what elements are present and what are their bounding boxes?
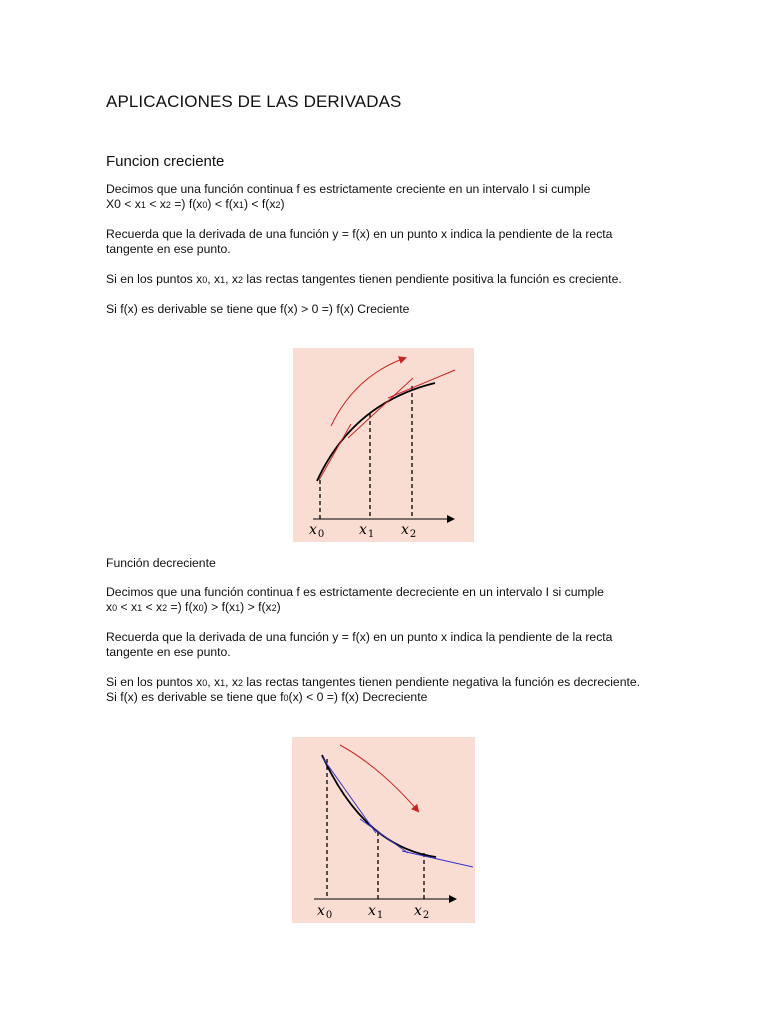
label-x1: $x_1$ (359, 522, 375, 540)
decreasing-definition-line1: Decimos que una función continua f es estrictamente decreciente en un intervalo I si cumple (106, 585, 604, 599)
decreasing-points-line: Si en los puntos x0, x1, x2 las rectas tangentes tienen pendiente negativa la función es decreciente. (106, 675, 641, 689)
tangent-x2 (402, 851, 473, 867)
decreasing-definition-line2: x0 < x1 < x2 =) f(x0) > f(x1) > f(x2) (106, 600, 281, 614)
increasing-function-figure (293, 348, 474, 542)
decreasing-graph (292, 737, 475, 923)
decreasing-function-figure (292, 737, 475, 923)
increasing-definition-line2: X0 < x1 < x2 =) f(x0) < f(x1) < f(x2) (106, 197, 285, 211)
function-curve (317, 383, 435, 481)
decreasing-recall-line2: tangente en ese punto. (106, 645, 231, 659)
section-heading-increasing: Funcion creciente (106, 153, 225, 170)
decreasing-conclusion: Si f(x) es derivable se tiene que f0(x) < 0 =) f(x) Decreciente (106, 690, 428, 704)
label-x0: $x_0$ (309, 522, 325, 540)
function-curve (322, 755, 436, 857)
increasing-points-line: Si en los puntos x0, x1, x2 las rectas tangentes tienen pendiente positiva la función es creciente. (106, 272, 622, 286)
increasing-graph (293, 348, 474, 542)
increasing-conclusion: Si f(x) es derivable se tiene que f(x) > 0 =) f(x) Creciente (106, 302, 410, 316)
label-x1: $x_1$ (368, 903, 384, 921)
tangent-x0 (322, 757, 376, 833)
label-x2: $x_2$ (401, 522, 417, 540)
tangent-x2 (388, 370, 455, 398)
increasing-recall-line1: Recuerda que la derivada de una función y = f(x) en un punto x indica la pendiente de la recta (106, 227, 613, 241)
tangent-x1 (360, 819, 408, 853)
page-title: APLICACIONES DE LAS DERIVADAS (106, 92, 402, 111)
decreasing-recall-line1: Recuerda que la derivada de una función y = f(x) en un punto x indica la pendiente de la recta (106, 630, 613, 644)
increasing-definition-line1: Decimos que una función continua f es estrictamente creciente en un intervalo I si cumple (106, 182, 591, 196)
label-x2: $x_2$ (414, 903, 430, 921)
section-heading-decreasing: Función decreciente (106, 556, 216, 570)
label-x0: $x_0$ (317, 903, 333, 921)
tangent-x0 (319, 424, 351, 480)
trend-arrow (340, 745, 418, 811)
increasing-recall-line2: tangente en ese punto. (106, 242, 231, 256)
